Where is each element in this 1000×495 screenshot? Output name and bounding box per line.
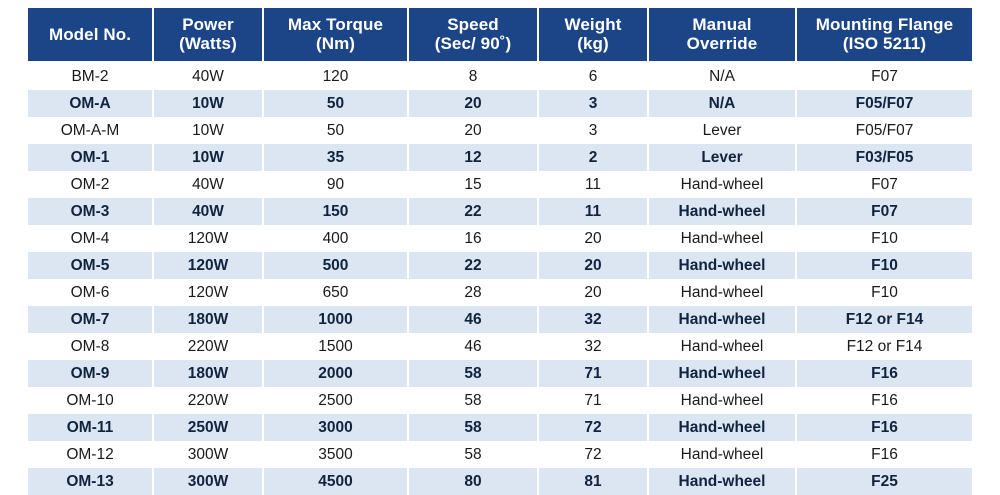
cell-power: 10W [153,90,263,117]
cell-speed: 20 [408,117,538,144]
cell-weight: 20 [538,225,648,252]
cell-model-no: OM-7 [28,306,153,333]
table-row [28,279,972,306]
cell-max-torque: 120 [263,62,408,90]
cell-manual-override: Hand-wheel [648,468,796,495]
cell-manual-override: Hand-wheel [648,387,796,414]
column-header-power-line2: (Watts) [179,34,237,54]
cell-mounting-flange: F07 [796,171,972,198]
cell-mounting-flange: F16 [796,387,972,414]
cell-power: 120W [153,252,263,279]
cell-max-torque: 1000 [263,306,408,333]
cell-manual-override: Hand-wheel [648,225,796,252]
column-header-max-torque-line1: Max Torque [287,15,384,34]
cell-mounting-flange: F16 [796,414,972,441]
cell-manual-override: Hand-wheel [648,414,796,441]
cell-power: 40W [153,62,263,90]
cell-mounting-flange: F12 or F14 [796,333,972,360]
cell-power: 10W [153,144,263,171]
cell-power: 120W [153,225,263,252]
cell-mounting-flange: F05/F07 [796,90,972,117]
cell-manual-override: Hand-wheel [648,279,796,306]
cell-speed: 58 [408,414,538,441]
table-row [28,360,972,387]
cell-weight: 72 [538,441,648,468]
cell-weight: 11 [538,171,648,198]
cell-mounting-flange: F07 [796,62,972,90]
cell-manual-override: Lever [648,144,796,171]
cell-weight: 72 [538,414,648,441]
cell-model-no: OM-4 [28,225,153,252]
cell-max-torque: 3000 [263,414,408,441]
cell-mounting-flange: F10 [796,252,972,279]
cell-power: 40W [153,198,263,225]
cell-power: 300W [153,468,263,495]
column-header-model-no [28,8,153,62]
cell-model-no: BM-2 [28,62,153,90]
column-header-max-torque [263,8,408,62]
cell-speed: 20 [408,90,538,117]
cell-manual-override: Lever [648,117,796,144]
column-header-mounting-flange [796,8,972,62]
table-row [28,333,972,360]
column-header-mounting-flange-line2: (ISO 5211) [842,34,927,54]
cell-max-torque: 4500 [263,468,408,495]
cell-mounting-flange: F10 [796,279,972,306]
cell-speed: 58 [408,360,538,387]
table-row [28,306,972,333]
cell-model-no: OM-11 [28,414,153,441]
cell-model-no: OM-10 [28,387,153,414]
column-header-mounting-flange-line1: Mounting Flange [815,15,954,34]
table-header [28,8,972,62]
cell-speed: 12 [408,144,538,171]
column-header-weight-line2: (kg) [577,34,609,54]
table-row [28,62,972,90]
cell-max-torque: 2500 [263,387,408,414]
cell-power: 220W [153,387,263,414]
column-header-model-no-line1: Model No. [48,24,132,44]
table-row [28,90,972,117]
cell-speed: 22 [408,198,538,225]
table-row [28,414,972,441]
cell-weight: 71 [538,387,648,414]
cell-model-no: OM-9 [28,360,153,387]
cell-mounting-flange: F10 [796,225,972,252]
cell-model-no: OM-2 [28,171,153,198]
table-row [28,117,972,144]
column-header-max-torque-line2: (Nm) [315,34,356,54]
cell-weight: 3 [538,117,648,144]
cell-speed: 22 [408,252,538,279]
cell-speed: 58 [408,387,538,414]
table-row [28,225,972,252]
cell-manual-override: Hand-wheel [648,252,796,279]
cell-model-no: OM-6 [28,279,153,306]
table-row [28,441,972,468]
cell-max-torque: 650 [263,279,408,306]
cell-speed: 46 [408,333,538,360]
column-header-manual-override [648,8,796,62]
cell-model-no: OM-A [28,90,153,117]
cell-weight: 11 [538,198,648,225]
cell-manual-override: Hand-wheel [648,333,796,360]
cell-mounting-flange: F03/F05 [796,144,972,171]
cell-mounting-flange: F05/F07 [796,117,972,144]
cell-weight: 71 [538,360,648,387]
cell-power: 300W [153,441,263,468]
cell-speed: 16 [408,225,538,252]
table-row [28,468,972,495]
cell-mounting-flange: F12 or F14 [796,306,972,333]
cell-power: 180W [153,360,263,387]
cell-max-torque: 50 [263,90,408,117]
table-header-row [28,8,972,62]
cell-speed: 15 [408,171,538,198]
cell-max-torque: 35 [263,144,408,171]
column-header-speed-line1: Speed [447,15,499,34]
cell-model-no: OM-8 [28,333,153,360]
table-row [28,171,972,198]
cell-power: 40W [153,171,263,198]
cell-max-torque: 150 [263,198,408,225]
cell-weight: 20 [538,279,648,306]
cell-model-no: OM-1 [28,144,153,171]
cell-weight: 32 [538,333,648,360]
cell-model-no: OM-3 [28,198,153,225]
cell-mounting-flange: F16 [796,360,972,387]
cell-power: 250W [153,414,263,441]
table-body [28,62,972,495]
column-header-power [153,8,263,62]
column-header-manual-override-line2: Override [686,34,758,54]
column-header-weight-line1: Weight [564,15,622,34]
table-row [28,387,972,414]
cell-model-no: OM-12 [28,441,153,468]
cell-model-no: OM-A-M [28,117,153,144]
cell-power: 10W [153,117,263,144]
cell-manual-override: Hand-wheel [648,360,796,387]
cell-mounting-flange: F25 [796,468,972,495]
cell-power: 220W [153,333,263,360]
cell-speed: 46 [408,306,538,333]
cell-power: 120W [153,279,263,306]
cell-max-torque: 3500 [263,441,408,468]
column-header-power-line1: Power [182,15,234,34]
cell-manual-override: Hand-wheel [648,198,796,225]
cell-model-no: OM-5 [28,252,153,279]
cell-speed: 58 [408,441,538,468]
cell-max-torque: 1500 [263,333,408,360]
cell-max-torque: 500 [263,252,408,279]
cell-speed: 8 [408,62,538,90]
cell-weight: 20 [538,252,648,279]
cell-mounting-flange: F07 [796,198,972,225]
cell-mounting-flange: F16 [796,441,972,468]
column-header-weight [538,8,648,62]
table-row [28,144,972,171]
table-row [28,198,972,225]
table-row [28,252,972,279]
cell-manual-override: N/A [648,62,796,90]
cell-weight: 2 [538,144,648,171]
cell-weight: 32 [538,306,648,333]
cell-manual-override: N/A [648,90,796,117]
cell-weight: 81 [538,468,648,495]
cell-max-torque: 50 [263,117,408,144]
cell-speed: 28 [408,279,538,306]
cell-manual-override: Hand-wheel [648,441,796,468]
column-header-speed-line2: (Sec/ 90˚) [434,34,512,54]
cell-max-torque: 400 [263,225,408,252]
cell-max-torque: 90 [263,171,408,198]
column-header-speed [408,8,538,62]
actuator-specification-table [28,8,972,495]
cell-power: 180W [153,306,263,333]
cell-speed: 80 [408,468,538,495]
cell-max-torque: 2000 [263,360,408,387]
cell-manual-override: Hand-wheel [648,306,796,333]
cell-weight: 6 [538,62,648,90]
cell-model-no: OM-13 [28,468,153,495]
column-header-manual-override-line1: Manual [692,15,752,34]
cell-manual-override: Hand-wheel [648,171,796,198]
cell-weight: 3 [538,90,648,117]
